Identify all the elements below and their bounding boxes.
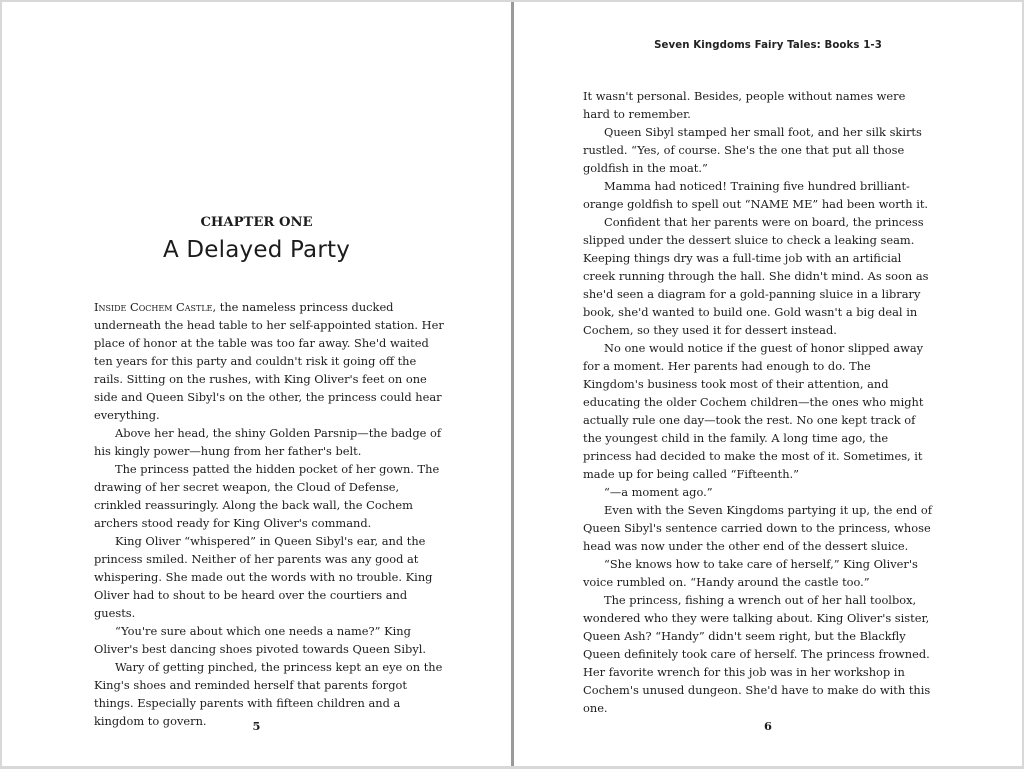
running-head: Seven Kingdoms Fairy Tales: Books 1-3 (654, 40, 882, 51)
paragraph: “She knows how to take care of herself,” King Oliver's voice rumbled on. “Handy around the castle too.” (583, 557, 918, 589)
left-page-body (94, 298, 446, 730)
right-page (514, 2, 1022, 766)
paragraph: King Oliver “whispered” in Queen Sibyl's ear, and the princess smiled. Neither of her parents was any good at whispering. She made out the words with no trouble. King Oliver had to shout to be heard over the courtiers and guests. (94, 534, 433, 620)
paragraph: “—a moment ago.” (604, 485, 713, 499)
paragraph: Wary of getting pinched, the princess kept an eye on the King's shoes and reminded herself that parents forgot things. Especially parents with fifteen children and a kingdom to govern. (94, 660, 443, 728)
right-page-body (583, 87, 935, 717)
page-number: 6 (764, 719, 772, 733)
paragraph: Mamma had noticed! Training five hundred brilliant-orange goldfish to spell out “NAME ME” had been worth it. (583, 179, 929, 211)
page-number: 5 (252, 719, 261, 733)
paragraph: Queen Sibyl stamped her small foot, and her silk skirts rustled. “Yes, of course. She's the one that put all those goldfish in the moat.” (583, 125, 922, 175)
paragraph-text: , the nameless princess ducked underneath the head table to her self-appointed station. Her place of honor at the table was too far away. She'd waited ten years for this party and couldn't risk it going off the rails. Sitting on the rushes, with King Oliver's feet on one side and Queen Sibyl's on the other, the princess could hear everything. (94, 300, 444, 422)
paragraph: No one would notice if the guest of honor slipped away for a moment. Her parents had enough to do. The Kingdom's business took most of their attention, and educating the older Cochem children—the ones who might actually rule one day—took the rest. No one kept track of the youngest child in the family. A long time ago, the princess had decided to make the most of it. Sometimes, it made up for being called “Fifteenth.” (583, 341, 924, 481)
chapter-title: A Delayed Party (162, 237, 351, 263)
paragraph: “You're sure about which one needs a name?” King Oliver's best dancing shoes pivoted towards Queen Sibyl. (94, 624, 427, 656)
paragraph: Above her head, the shiny Golden Parsnip—the badge of his kingly power—hung from her father's belt. (94, 426, 442, 458)
left-page (2, 2, 511, 766)
chapter-label: CHAPTER ONE (200, 215, 313, 230)
paragraph (94, 298, 446, 424)
paragraph: It wasn't personal. Besides, people without names were hard to remember. (583, 89, 906, 121)
paragraph: The princess patted the hidden pocket of her gown. The drawing of her secret weapon, the Cloud of Defense, crinkled reassuringly. Along the back wall, the Cochem archers stood ready for King Oliver's command. (94, 462, 440, 530)
paragraph: The princess, fishing a wrench out of her hall toolbox, wondered who they were talking about. King Oliver's sister, Queen Ash? “Handy” didn't seem right, but the Blackfly Queen definitely took care of herself. The princess frowned. Her favorite wrench for this job was in her workshop in Cochem's unused dungeon. She'd have to make do with this one. (583, 593, 931, 715)
paragraph: Even with the Seven Kingdoms partying it up, the end of Queen Sibyl's sentence carried down to the princess, whose head was now under the other end of the dessert sluice. (583, 503, 933, 553)
lead-in: Inside Cochem Castle (94, 300, 213, 314)
paragraph: Confident that her parents were on board, the princess slipped under the dessert sluice to check a leaking seam. Keeping things dry was a full-time job with an artificial creek running through the hall. She didn't mind. As soon as she'd seen a diagram for a gold-panning sluice in a library book, she'd wanted to build one. Gold wasn't a big deal in Cochem, so they used it for dessert instead. (583, 215, 929, 337)
